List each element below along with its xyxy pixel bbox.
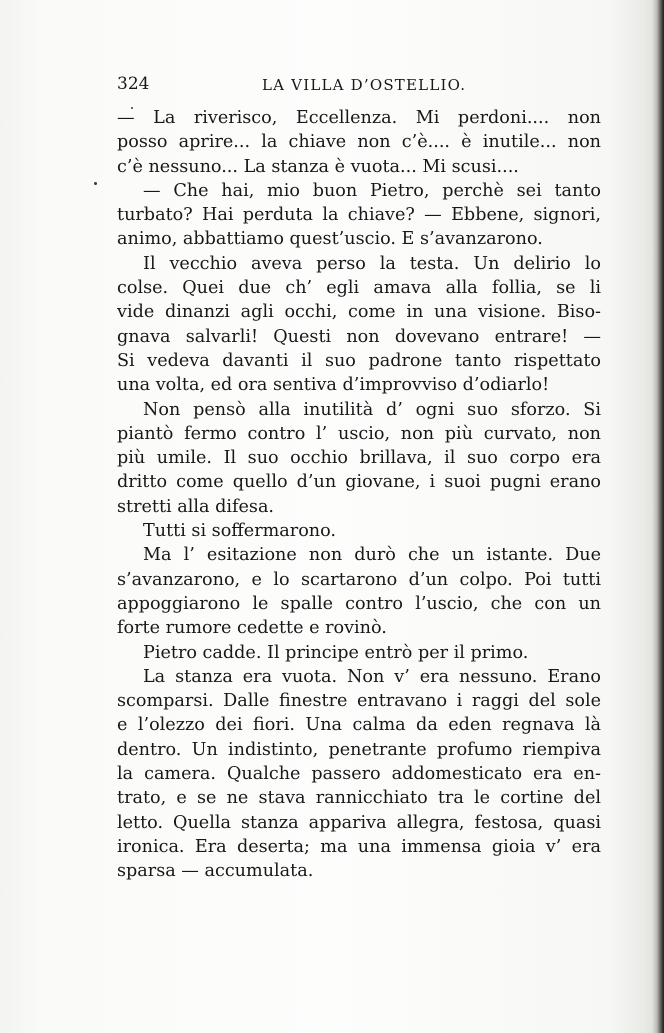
text-line: appoggiarono le spalle contro l’uscio, che con un [117,593,601,614]
text-line: piantò fermo contro l’ uscio, non più curvato, non [117,423,601,444]
text-line: e l’olezzo dei fiori. Una calma da eden regnava là [117,715,601,736]
text-line: stretti alla difesa. [117,496,275,517]
page-content [117,74,601,884]
text-line: s’avanzarono, e lo scartarono d’un colpo. Poi tutti [117,569,601,590]
text-line: posso aprire... la chiave non c’è.... è inutile... non [117,132,601,153]
text-line: letto. Quella stanza appariva allegra, festosa, quasi [117,812,601,833]
running-title: LA VILLA D’OSTELLIO. [262,76,467,94]
text-line: Tutti si soffermarono. [143,521,336,542]
text-line: dentro. Un indistinto, penetrante profumo riempiva [117,739,601,760]
running-head [117,74,601,100]
text-line: — Che hai, mio buon Pietro, perchè sei tanto [143,180,601,201]
text-line: Non pensò alla inutilità d’ ogni suo sforzo. Si [143,399,601,420]
text-line: dritto come quello d’un giovane, i suoi pugni erano [117,472,601,493]
text-line: la camera. Qualche passero addomesticato era en- [117,764,601,785]
text-body [117,106,601,884]
page-number: 324 [117,74,150,94]
text-line: — La riverisco, Eccellenza. Mi perdoni.... non [117,108,601,128]
text-line: sparsa — accumulata. [117,861,314,882]
text-line: ironica. Era deserta; ma una immensa gioia v’ era [117,836,601,857]
text-line: Il vecchio aveva perso la testa. Un delirio lo [143,253,601,274]
text-line: vide dinanzi agli occhi, come in una visione. Biso- [117,302,601,323]
page-edge-shadow [652,0,664,1033]
print-speck [94,182,97,185]
text-line: scomparsi. Dalle finestre entravano i raggi del sole [117,691,601,712]
text-line: una volta, ed ora sentiva d’improvviso d’odiarlo! [117,375,550,396]
text-line: Ma l’ esitazione non durò che un istante. Due [143,545,601,566]
text-line: La stanza era vuota. Non v’ era nessuno. Erano [143,666,601,687]
text-line: turbato? Hai perduta la chiave? — Ebbene, signori, [117,205,601,226]
text-line: gnava salvarli! Questi non dovevano entrare! — [117,326,601,347]
text-line: Pietro cadde. Il principe entrò per il primo. [143,642,529,663]
text-line: c’è nessuno... La stanza è vuota... Mi scusi.... [117,156,519,177]
text-line: colse. Quei due ch’ egli amava alla follia, se li [117,278,601,299]
text-line: forte rumore cedette e rovinò. [117,618,387,639]
text-line: trato, e se ne stava rannicchiato tra le cortine del [117,788,601,809]
text-line: animo, abbattiamo quest’uscio. E s’avanzarono. [117,229,543,250]
text-line: più umile. Il suo occhio brillava, il suo corpo era [117,448,601,469]
text-line: Si vedeva davanti il suo padrone tanto rispettato [117,350,601,371]
